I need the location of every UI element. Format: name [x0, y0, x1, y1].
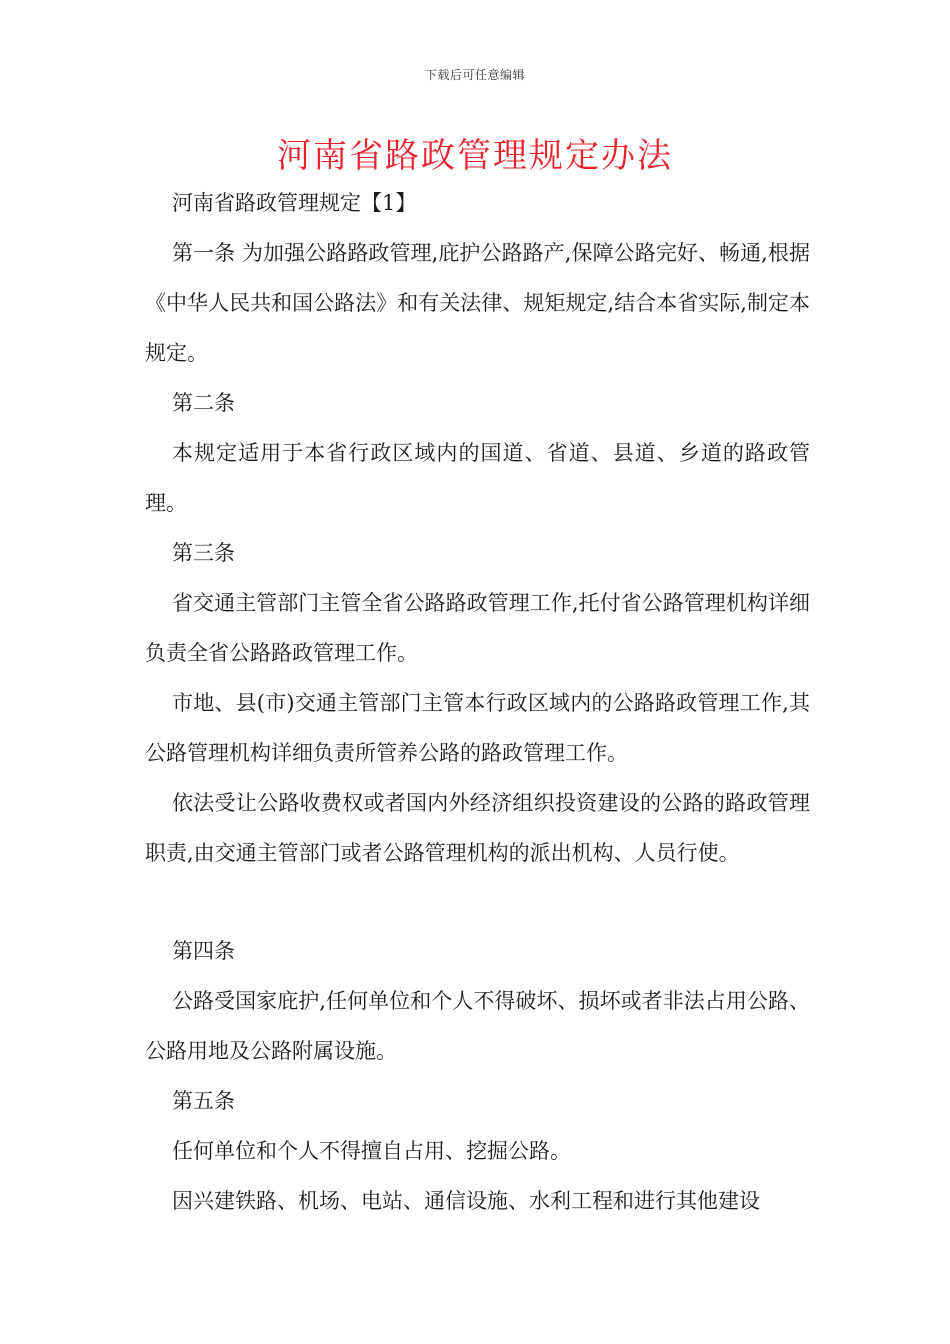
header-note: 下载后可任意编辑 — [424, 68, 525, 82]
paragraph-article-4-heading: 第四条 — [172, 939, 235, 963]
paragraph-subtitle: 河南省路政管理规定【1】 — [172, 191, 417, 215]
paragraph-article-3-heading: 第三条 — [172, 541, 235, 565]
paragraph-article-5-body-2: 因兴建铁路、机场、电站、通信设施、水利工程和进行其他建设 — [172, 1189, 760, 1213]
paragraph-article-1: 第一条 为加强公路路政管理,庇护公路路产,保障公路完好、畅通,根据《中华人民共和国公路法》和有关法律、规矩规定,结合本省实际,制定本规定。 — [145, 241, 810, 365]
document-title: 河南省路政管理规定办法 — [277, 136, 673, 176]
paragraph-article-3-body-1: 省交通主管部门主管全省公路路政管理工作,托付省公路管理机构详细负责全省公路路政管理工作。 — [145, 591, 810, 665]
document-body — [145, 178, 810, 1226]
paragraph-article-3-body-2: 市地、县(市)交通主管部门主管本行政区域内的公路路政管理工作,其公路管理机构详细负责所管养公路的路政管理工作。 — [145, 691, 810, 765]
paragraph-article-5-heading: 第五条 — [172, 1089, 235, 1113]
paragraph-article-5-body-1: 任何单位和个人不得擅自占用、挖掘公路。 — [172, 1139, 571, 1163]
paragraph-article-2-body: 本规定适用于本省行政区域内的国道、省道、县道、乡道的路政管理。 — [145, 441, 810, 515]
paragraph-article-3-body-3: 依法受让公路收费权或者国内外经济组织投资建设的公路的路政管理职责,由交通主管部门或者公路管理机构的派出机构、人员行使。 — [145, 791, 810, 865]
paragraph-article-2-heading: 第二条 — [172, 391, 235, 415]
paragraph-article-4-body: 公路受国家庇护,任何单位和个人不得破坏、损坏或者非法占用公路、公路用地及公路附属设施。 — [145, 989, 810, 1063]
